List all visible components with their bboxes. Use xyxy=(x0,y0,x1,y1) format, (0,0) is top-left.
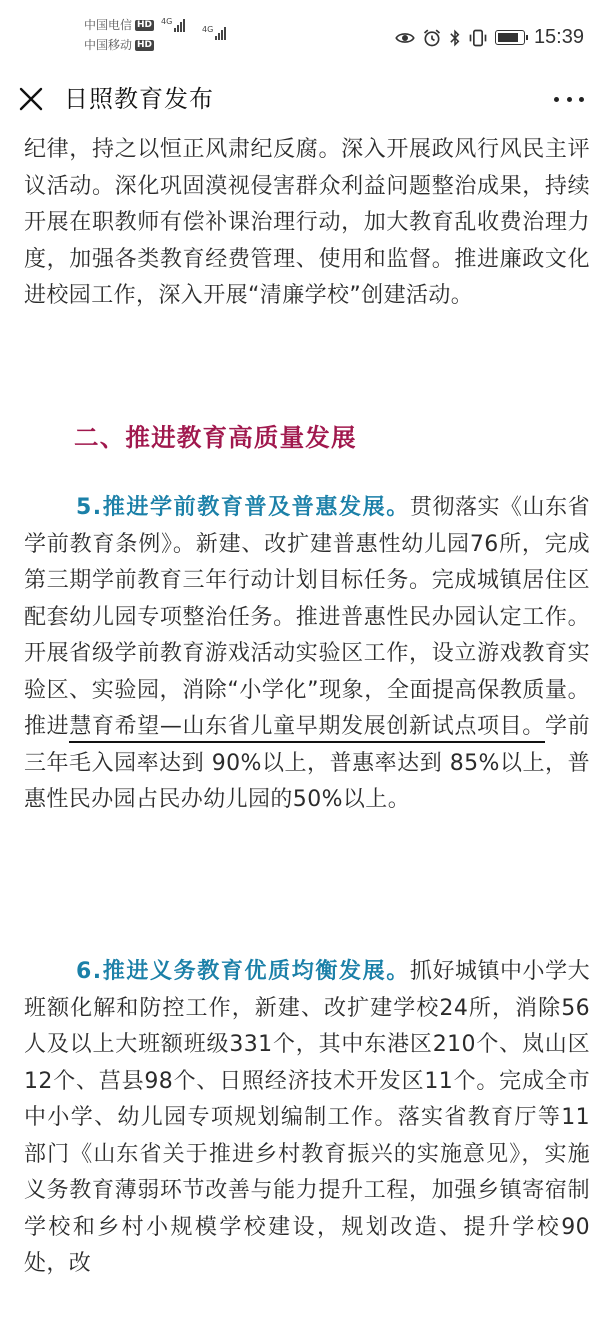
status-bar xyxy=(0,0,612,66)
alarm-icon xyxy=(422,28,442,48)
more-icon-dot xyxy=(579,97,584,102)
network-type-1: 4G xyxy=(161,17,173,26)
item6-body: 抓好城镇中小学大班额化解和防控工作，新建、改扩建学校24所，消除56人及以上大班额班级331个，其中东港区210个、岚山区12个、莒县98个、日照经济技术开发区11个。完成全市中小学、幼儿园专项规划编制工作。落实省教育厅等11部门《山东省关于推进乡村教育振兴的实施意见》，实施义务教育薄弱环节改善与能力提升工程，加强乡镇寄宿制学校和乡村小规模学校建设，规划改造、提升学校90处，改 xyxy=(24,959,590,1276)
close-icon xyxy=(16,84,46,114)
item5-lead: 5.推进学前教育普及普惠发展。 xyxy=(76,495,410,520)
article-body xyxy=(0,132,612,1327)
item6-lead: 6.推进义务教育优质均衡发展。 xyxy=(76,959,410,984)
section-heading: 二、推进教育高质量发展 xyxy=(74,423,357,452)
battery-level xyxy=(498,33,519,42)
article-paragraph-1: 纪律，持之以恒正风肃纪反腐。深入开展政风行风民主评议活动。深化巩固漠视侵害群众利益问题整治成果，持续开展在职教师有偿补课治理行动，加大教育乱收费治理力度，加强各类教育经费管理、使用和监督。推进廉政文化进校园工作，深入开展“清廉学校”创建活动。 xyxy=(24,137,590,308)
item5-underlined-project-link[interactable]: 慧育希望—山东省儿童早期发展创新试点项目。 xyxy=(69,714,545,743)
close-button[interactable] xyxy=(16,84,46,114)
carrier-2 xyxy=(84,38,154,52)
eye-icon xyxy=(395,28,415,48)
article-paragraph-item6 xyxy=(24,954,590,1283)
battery-icon xyxy=(495,30,525,45)
carrier-2-name: 中国移动 xyxy=(84,38,133,52)
vibrate-icon xyxy=(468,28,488,48)
signal-icon-1 xyxy=(161,18,185,32)
article-paragraph-item5 xyxy=(24,490,590,819)
carrier-1-name: 中国电信 xyxy=(84,18,133,32)
hd-badge-2: HD xyxy=(137,39,153,50)
carrier-1 xyxy=(84,18,185,32)
more-icon-dot xyxy=(567,97,572,102)
signal-icon-2 xyxy=(202,26,226,40)
page-title: 日照教育发布 xyxy=(64,85,214,113)
bluetooth-icon xyxy=(449,28,461,48)
network-type-2: 4G xyxy=(202,25,214,34)
clock: 15:39 xyxy=(533,26,584,48)
more-button[interactable] xyxy=(554,92,584,106)
item5-body: 贯彻落实《山东省学前教育条例》。新建、改扩建普惠性幼儿园76所，完成第三期学前教育三年行动计划目标任务。完成城镇居住区配套幼儿园专项整治任务。推进普惠性民办园认定工作。开展省级学前教育游戏活动实验区工作，设立游戏教育实验区、实验园，消除“小学化”现象，全面提高保教质量。推进 xyxy=(24,495,590,739)
more-icon-dot xyxy=(554,97,559,102)
nav-bar xyxy=(0,66,612,132)
status-icons xyxy=(395,26,584,49)
signal-group-2 xyxy=(198,26,226,40)
hd-badge-1: HD xyxy=(137,19,153,30)
item5-body-after: 学前三年毛入园率达到 90%以上，普惠率达到 85%以上，普惠性民办园占民办幼儿园的50%以上。 xyxy=(24,714,590,812)
